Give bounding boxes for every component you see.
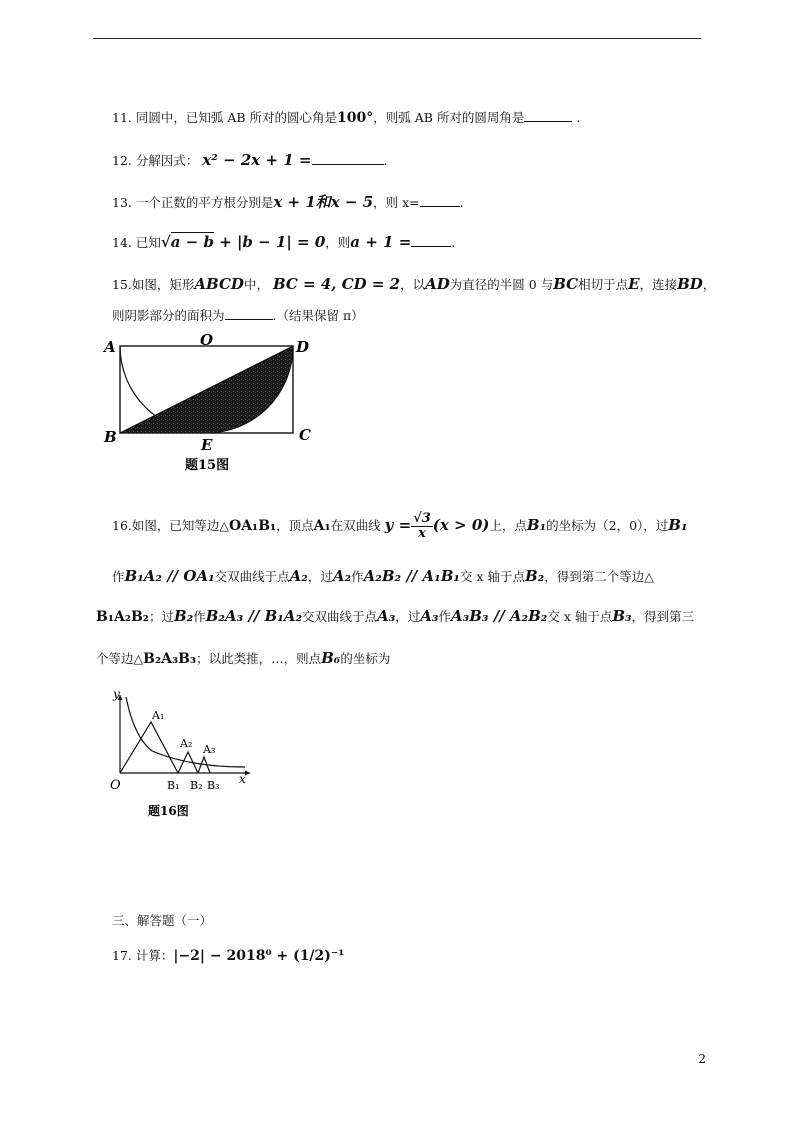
q16-t1: 16.如图，已知等边△ (112, 518, 229, 533)
q15-bd: BD (677, 275, 703, 293)
q16-tri3: B₂A₃B₃ (143, 651, 197, 667)
q14-sqrt: √a − b (160, 233, 214, 251)
figure-15 (100, 330, 325, 475)
q15-t7: ， (702, 277, 716, 292)
q17-text: 17. 计算： (112, 948, 174, 963)
q16-t20: ；以此类推，…，则点 (196, 651, 322, 666)
q16-t7: 交双曲线于点 (214, 569, 290, 584)
q15-t2: 中， (243, 277, 269, 292)
q16-t16: 作 (438, 609, 452, 624)
label-o: O (200, 331, 214, 349)
q16-t2: ，顶点 (276, 518, 314, 533)
q16-a3: A₃ (377, 607, 396, 625)
q15-t1: 15.如图，矩形 (112, 277, 195, 292)
q16-t17: 交 x 轴于点 (547, 609, 613, 624)
q14-end: . (451, 235, 456, 250)
q12-end: . (383, 153, 388, 168)
q16-b3: B₃ (612, 607, 632, 625)
answer-blank (524, 108, 572, 122)
q16-t10: 交 x 轴于点 (459, 569, 525, 584)
q13-suffix: ，则 x= (373, 195, 420, 210)
question-13 (112, 192, 464, 213)
q16-t5: 的坐标为（2，0），过 (546, 518, 669, 533)
q16-t14: 交双曲线于点 (302, 609, 378, 624)
q15-t3: ，以 (400, 277, 426, 292)
q11-end: . (576, 110, 581, 125)
q16-t15: ，过 (395, 609, 421, 624)
q16-t3: 在双曲线 (330, 518, 381, 533)
q13-text: 13. 一个正数的平方根分别是 (112, 195, 274, 210)
figure-16 (100, 685, 260, 825)
q17-expr: |−2| − 2018⁰ + (1/2)⁻¹ (173, 948, 345, 964)
question-15-line1 (112, 274, 715, 295)
q13-expr: x + 1和x − 5 (273, 193, 374, 211)
label-b1: B₁ (167, 779, 180, 792)
q16-tri2: B₁A₂B₂ (96, 609, 149, 625)
q14-suffix: ，则 (325, 235, 351, 250)
label-a3: A₃ (203, 743, 216, 756)
question-12 (112, 150, 387, 171)
question-11 (112, 108, 580, 128)
q12-text: 12. 分解因式： (112, 153, 199, 168)
q16-b1: B₁ (526, 516, 547, 534)
q16-par2: A₂B₂ // A₁B₁ (363, 567, 460, 585)
q15-rect: ABCD (194, 275, 244, 293)
label-a: A (104, 338, 116, 356)
q15-t6: ，连接 (639, 277, 678, 292)
q16-den: x (418, 526, 426, 541)
figure-16-caption: 题16图 (148, 804, 189, 818)
q15-t9: .（结果保留 π） (272, 308, 364, 323)
question-16-line2 (112, 566, 654, 587)
question-16-line4 (96, 648, 390, 669)
q16-par3: B₂A₃ // B₁A₂ (205, 607, 303, 625)
triangle-2 (178, 752, 198, 773)
label-b3: B₃ (207, 779, 220, 792)
q16-t12: ；过 (148, 609, 174, 624)
q16-b2: B₂ (524, 567, 545, 585)
triangle-1 (120, 722, 178, 773)
q14-expr: a + 1 = (350, 233, 412, 251)
q16-t21: 的坐标为 (340, 651, 391, 666)
q14-abs: + |b − 1| = 0 (213, 233, 326, 251)
q11-text: 11. 同圆中，已知弧 AB 所对的圆心角是 (112, 110, 338, 125)
shaded-region (120, 346, 293, 433)
q15-t8: 则阴影部分的面积为 (112, 308, 225, 323)
q16-t8: ，过 (307, 569, 333, 584)
q16-t13: 作 (193, 609, 206, 624)
q16-fraction (411, 512, 433, 541)
label-y: y (113, 687, 120, 701)
question-15-line2 (112, 306, 364, 326)
q13-end: . (459, 195, 464, 210)
question-16-line1 (112, 512, 688, 541)
q16-par4: A₃B₃ // A₂B₂ (451, 607, 548, 625)
q14-radicand: a − b (170, 233, 214, 251)
q16-a2: A₂ (289, 567, 308, 585)
q15-cond: BC = 4, CD = 2 (272, 275, 401, 293)
q11-angle: 100° (337, 110, 374, 126)
q15-bc: BC (553, 275, 579, 293)
section-heading: 三、解答题（一） (112, 913, 213, 928)
q16-b1b: B₁ (668, 516, 688, 534)
question-16-line3 (96, 606, 694, 627)
q15-ad: AD (425, 275, 450, 293)
answer-blank (225, 306, 273, 320)
label-e: E (201, 436, 213, 454)
question-17 (112, 946, 344, 966)
q16-par1: B₁A₂ // OA₁ (124, 567, 215, 585)
q16-t19: 个等边△ (96, 651, 144, 666)
q16-oab: OA₁B₁ (229, 518, 277, 534)
q16-t18: ，得到第三 (631, 609, 695, 624)
label-a1: A₁ (152, 709, 165, 722)
q14-text: 14. 已知 (112, 235, 161, 250)
page-number: 2 (698, 1052, 706, 1066)
q16-a3b: A₃ (420, 607, 439, 625)
header-rule (93, 38, 701, 39)
label-x: x (239, 772, 246, 786)
q16-cond: (x > 0) (432, 516, 490, 534)
q16-t9: 作 (351, 569, 364, 584)
label-b: B (104, 428, 117, 446)
q15-t4: 为直径的半圆 0 与 (449, 277, 554, 292)
q16-t6: 作 (112, 569, 125, 584)
q16-b6: B₆ (321, 649, 341, 667)
answer-blank (411, 233, 451, 247)
q12-expr: x² − 2x + 1 = (202, 151, 312, 169)
label-o: O (110, 778, 121, 793)
answer-blank (312, 151, 384, 165)
q16-num: √3 (413, 511, 431, 526)
label-b2: B₂ (190, 779, 203, 792)
label-c: C (299, 426, 311, 444)
q11-suffix: ，则弧 AB 所对的圆周角是 (373, 110, 525, 125)
q16-t4: 上，点 (489, 518, 527, 533)
q16-t11: ，得到第二个等边△ (544, 569, 654, 584)
answer-blank (420, 193, 460, 207)
q16-a2b: A₂ (332, 567, 352, 585)
q16-a1: A₁ (313, 518, 331, 534)
figure-15-caption: 题15图 (185, 458, 230, 473)
label-d: D (296, 338, 310, 356)
q15-e: E (628, 275, 640, 293)
q16-func-lhs: y = (384, 516, 412, 534)
q15-t5: 相切于点 (578, 277, 629, 292)
label-a2: A₂ (180, 737, 193, 750)
question-14 (112, 232, 455, 253)
q16-b2b: B₂ (173, 607, 194, 625)
